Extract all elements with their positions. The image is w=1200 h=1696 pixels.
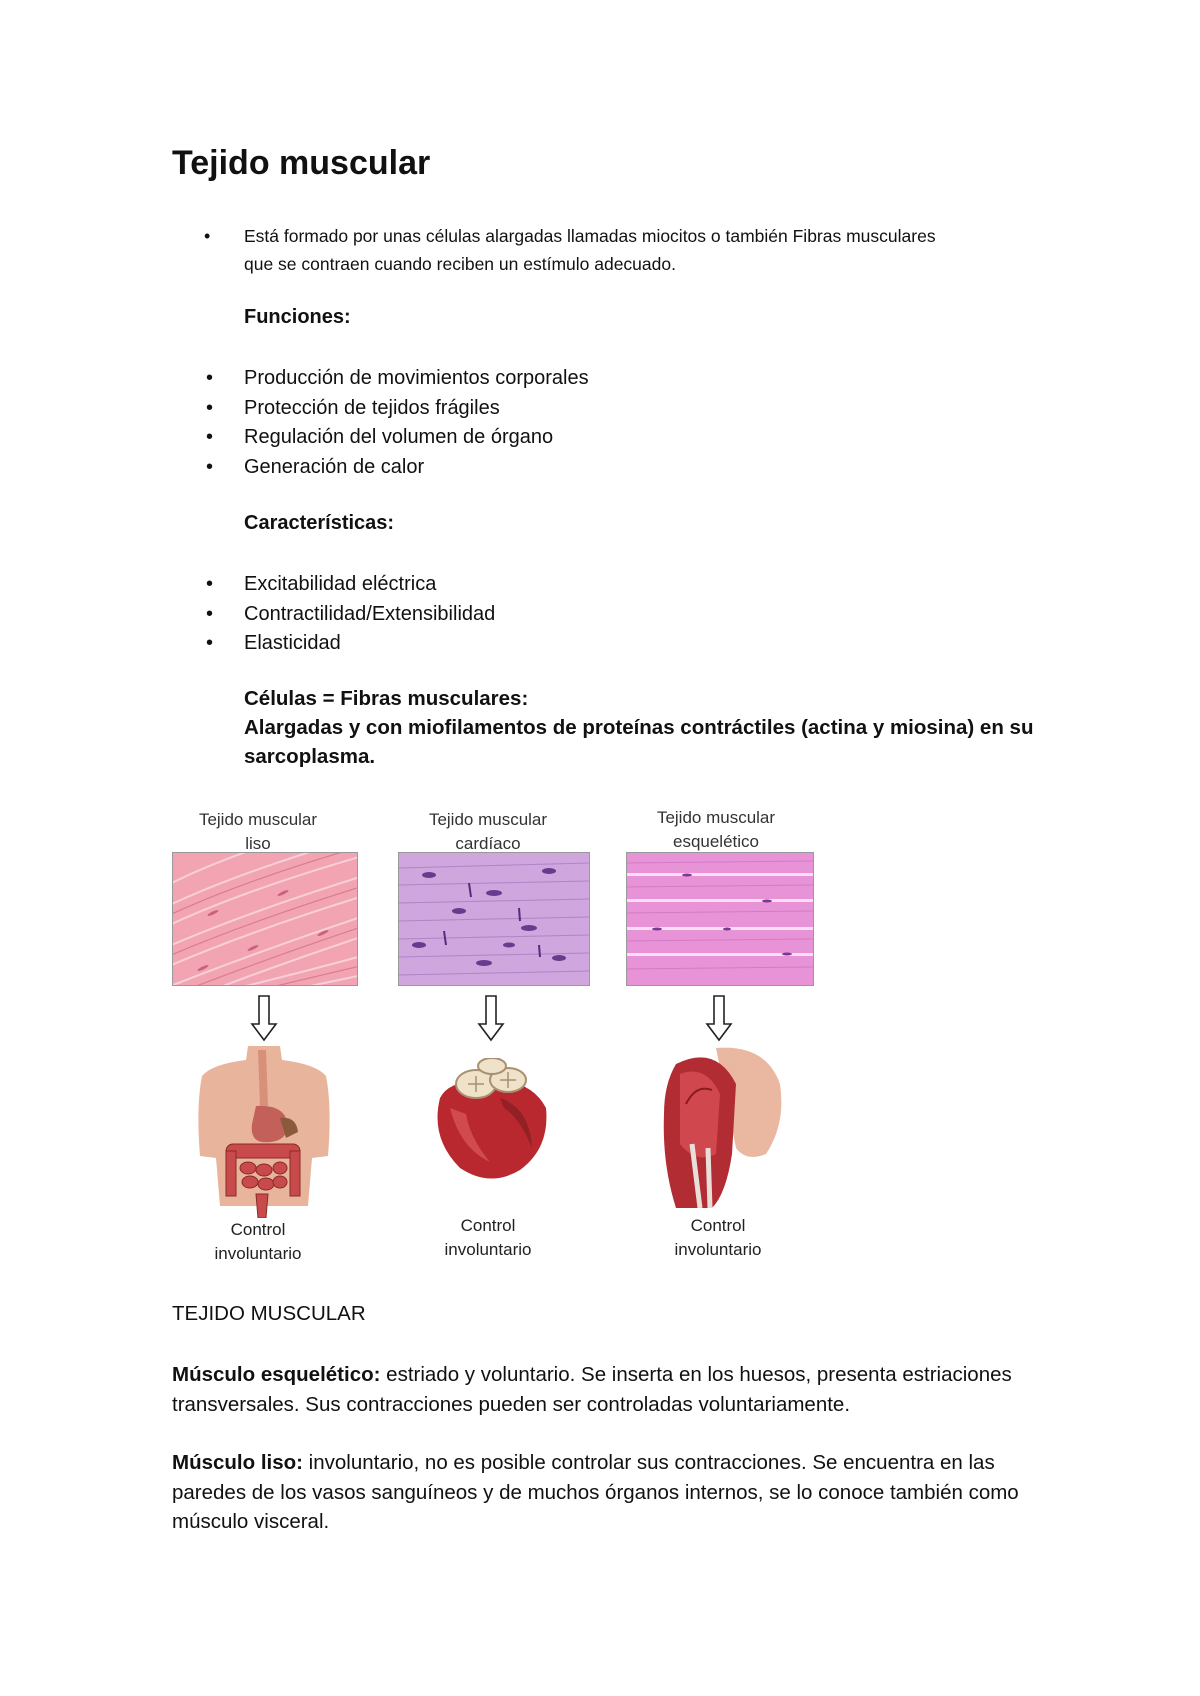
caracteristicas-list <box>206 570 495 659</box>
list-item: • Producción de movimientos corporales <box>206 364 589 394</box>
down-arrow-icon <box>704 994 734 1042</box>
paragraph-liso: Músculo liso: involuntario, no es posible controlar sus contracciones. Se encuentra en las paredes de los vasos sanguíneos y de muchos órganos internos, se lo conoce también como músculo visceral. <box>172 1451 1019 1533</box>
torso-organs-image <box>196 1046 332 1218</box>
funciones-heading: Funciones: <box>244 306 351 328</box>
term-label: Músculo esquelético: <box>172 1363 381 1386</box>
control-label-liso: Control involuntario <box>214 1220 302 1263</box>
celulas-line2: Alargadas y con miofilamentos de proteínas contráctiles (actina y miosina) en su sarcoplasma. <box>244 716 1034 768</box>
section-title: TEJIDO MUSCULAR <box>172 1302 366 1325</box>
smooth-tissue-image <box>172 852 358 986</box>
bullet-icon: • <box>204 226 211 246</box>
down-arrow-icon <box>476 994 506 1042</box>
celulas-block <box>244 684 1064 771</box>
heart-image <box>420 1058 560 1188</box>
paragraph-esqueletico: Músculo esquelético: estriado y voluntario. Se inserta en los huesos, presenta estriaciones transversales. Sus contracciones pueden ser controladas voluntariamente. <box>172 1363 1012 1416</box>
term-label: Músculo liso: <box>172 1451 303 1474</box>
down-arrow-icon <box>249 994 279 1042</box>
skeletal-tissue-image <box>626 852 814 986</box>
bullet-icon: • <box>206 455 214 478</box>
label-liso: Tejido muscular liso <box>198 810 318 853</box>
label-cardiaco: Tejido muscular cardíaco <box>428 810 548 853</box>
control-label-cardiaco: Control involuntario <box>444 1216 532 1259</box>
page-title: Tejido muscular <box>172 144 431 182</box>
intro-text: Está formado por unas células alargadas llamadas miocitos o también Fibras musculares que se contraen cuando reciben un estímulo adecuado. <box>244 226 936 274</box>
bullet-icon: • <box>206 396 214 419</box>
control-label-esqueletico: Control involuntario <box>674 1216 762 1259</box>
label-esqueletico: Tejido muscular esquelético <box>656 808 776 851</box>
list-item: • Protección de tejidos frágiles <box>206 394 589 424</box>
bullet-icon: • <box>206 573 214 595</box>
arm-muscle-image <box>656 1044 786 1212</box>
list-item: • Generación de calor <box>206 453 589 483</box>
cardiac-tissue-image <box>398 852 590 986</box>
list-item: • Contractilidad/Extensibilidad <box>206 600 495 630</box>
caracteristicas-heading: Características: <box>244 512 395 534</box>
intro-paragraph <box>204 222 964 278</box>
bullet-icon: • <box>206 367 214 389</box>
bullet-icon: • <box>206 632 214 654</box>
bullet-icon: • <box>206 426 214 448</box>
list-item: • Regulación del volumen de órgano <box>206 423 589 453</box>
bullet-icon: • <box>206 602 214 625</box>
list-item: • Elasticidad <box>206 629 495 659</box>
funciones-list <box>206 364 589 482</box>
list-item: • Excitabilidad eléctrica <box>206 570 495 600</box>
celulas-line1: Células = Fibras musculares: <box>244 687 529 710</box>
